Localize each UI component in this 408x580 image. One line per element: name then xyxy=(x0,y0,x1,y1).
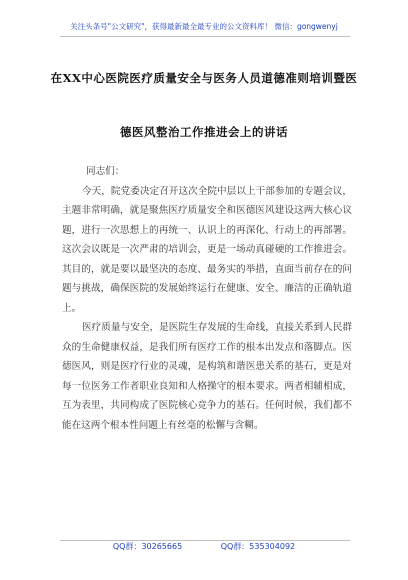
paragraph-2: 医疗质量与安全，是医院生存发展的生命线，直接关系到人民群众的生命健康权益，是我们所有医疗工作的根本出发点和落脚点。医德医风，则是医疗行业的灵魂，是构筑和谐医患关系的基石，更是对每一位医务工作者职业良知和人格操守的根本要求。两者相辅相成，互为表里，共同构成了医院核心竞争力的基石。任何时候，我们都不能在这两个根本性问题上有丝毫的松懈与含糊。 xyxy=(62,322,352,431)
salutation: 同志们： xyxy=(86,166,125,177)
document-body xyxy=(62,162,352,435)
footer-qq-group-1: QQ群：30265665 xyxy=(112,542,183,551)
header-divider xyxy=(60,36,350,37)
page-header-promo: 关注头条号"公文研究"，获得最新最全最专业的公文资料库！ 微信：gongwenyj xyxy=(70,22,338,31)
page-footer xyxy=(0,541,408,553)
paragraph-1: 今天，院党委决定召开这次全院中层以上干部参加的专题会议，主题非常明确，就是聚焦医疗质量安全和医德医风建设这两大核心议题，进行一次思想上的再统一、认识上的再深化、行动上的再部署。这次会议既是一次严肃的培训会，更是一场动真碰硬的工作推进会。其目的，就是要以最坚决的态度、最务实的举措，直面当前存在的问题与挑战，确保医院的发展始终运行在健康、安全、廉洁的正确轨道上。 xyxy=(62,185,352,314)
document-title-line-2: 德医风整治工作推进会上的讲话 xyxy=(120,125,288,139)
document-title-line-1: 在XX中心医院医疗质量安全与医务人员道德准则培训暨医 xyxy=(50,71,358,85)
footer-qq-group-2: QQ群：535304092 xyxy=(220,542,296,551)
